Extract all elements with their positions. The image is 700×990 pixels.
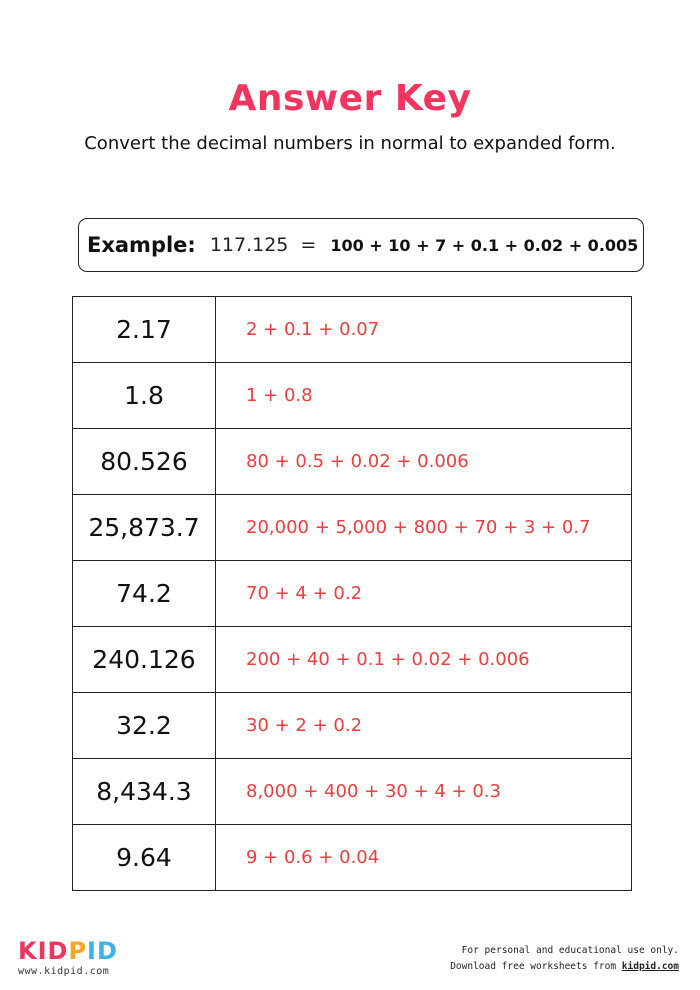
table-row <box>73 693 632 759</box>
footer-usage-note: For personal and educational use only. <box>461 945 679 956</box>
instructions: Convert the decimal numbers in normal to expanded form. <box>84 133 616 154</box>
example-number: 117.125 <box>209 234 289 256</box>
logo-text-kid: KID <box>18 937 69 965</box>
example-equals: = <box>300 234 317 256</box>
table-row <box>73 297 632 363</box>
kidpid-logo <box>18 938 118 964</box>
decimal-number: 1.8 <box>73 363 216 429</box>
page-title: Answer Key <box>228 78 472 119</box>
footer-note <box>450 943 679 975</box>
decimal-number: 2.17 <box>73 297 216 363</box>
expanded-form: 9 + 0.6 + 0.04 <box>216 825 632 891</box>
table-row <box>73 495 632 561</box>
decimal-number: 74.2 <box>73 561 216 627</box>
decimal-number: 9.64 <box>73 825 216 891</box>
footer-download-note <box>450 959 679 975</box>
table-row <box>73 759 632 825</box>
expanded-form: 30 + 2 + 0.2 <box>216 693 632 759</box>
footer-download-text: Download free worksheets from <box>450 961 622 972</box>
table-row <box>73 363 632 429</box>
decimal-number: 240.126 <box>73 627 216 693</box>
logo-text-id: ID <box>87 937 118 965</box>
table-row <box>73 825 632 891</box>
example-label: Example: <box>87 233 196 257</box>
expanded-form: 2 + 0.1 + 0.07 <box>216 297 632 363</box>
expanded-form: 20,000 + 5,000 + 800 + 70 + 3 + 0.7 <box>216 495 632 561</box>
expanded-form: 70 + 4 + 0.2 <box>216 561 632 627</box>
example-expanded: 100 + 10 + 7 + 0.1 + 0.02 + 0.005 <box>330 235 639 255</box>
expanded-form: 200 + 40 + 0.1 + 0.02 + 0.006 <box>216 627 632 693</box>
logo-url: www.kidpid.com <box>18 966 110 977</box>
decimal-number: 32.2 <box>73 693 216 759</box>
expanded-form: 1 + 0.8 <box>216 363 632 429</box>
table-row <box>73 561 632 627</box>
expanded-form: 8,000 + 400 + 30 + 4 + 0.3 <box>216 759 632 825</box>
decimal-number: 8,434.3 <box>73 759 216 825</box>
expanded-form: 80 + 0.5 + 0.02 + 0.006 <box>216 429 632 495</box>
table-row <box>73 627 632 693</box>
decimal-number: 80.526 <box>73 429 216 495</box>
example-box <box>78 218 644 272</box>
table-row <box>73 429 632 495</box>
logo-text-p: P <box>68 937 88 965</box>
answer-table <box>72 296 632 891</box>
footer-link[interactable]: kidpid.com <box>621 961 679 972</box>
decimal-number: 25,873.7 <box>73 495 216 561</box>
